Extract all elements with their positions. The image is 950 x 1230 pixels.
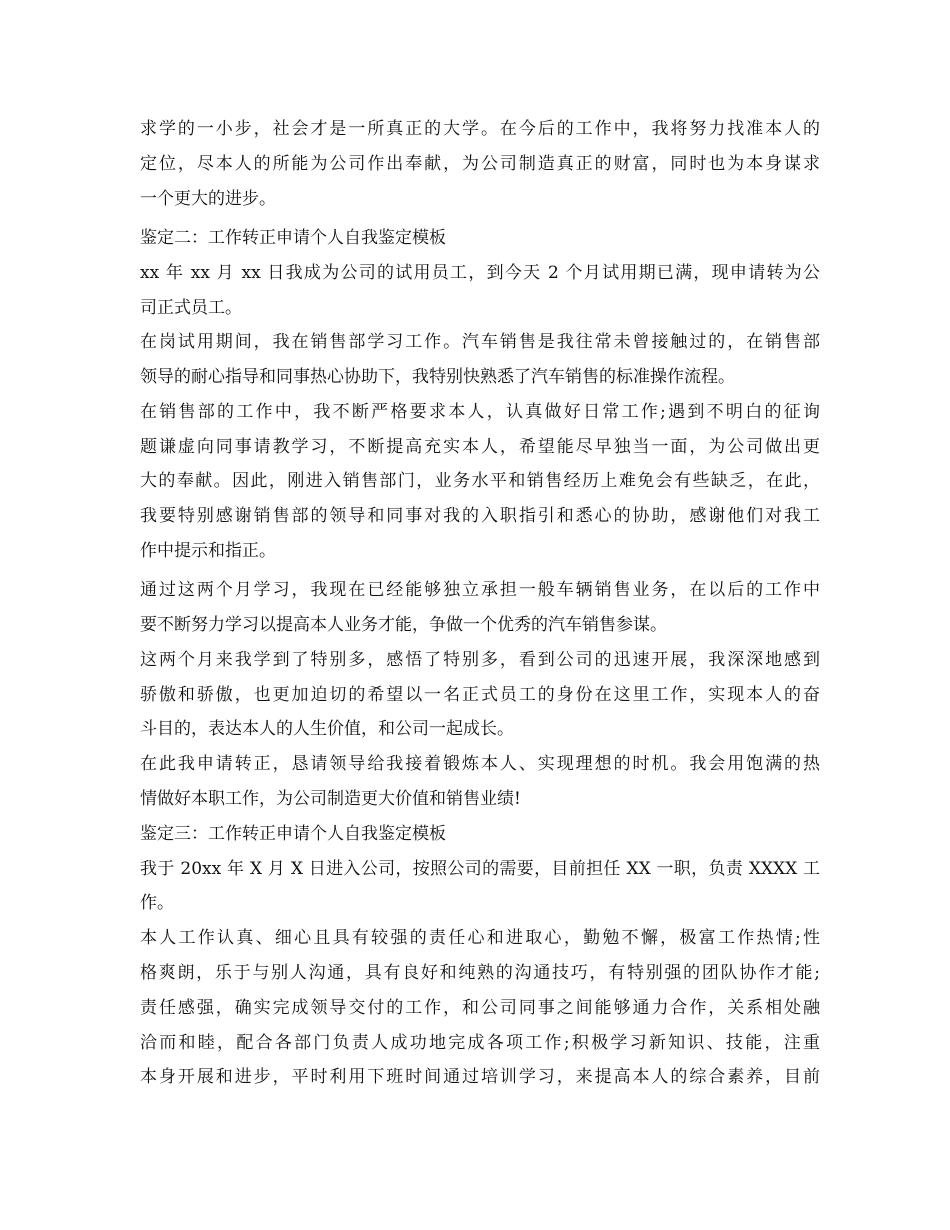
- text-line: 格爽朗，乐于与别人沟通，具有良好和纯熟的沟通技巧，有特别强的团队协作才能;: [140, 963, 820, 983]
- text-line: 通过这两个月学习，我现在已经能够独立承担一般车辆销售业务，在以后的工作中: [140, 580, 820, 600]
- text-line: 本身开展和进步，平时利用下班时间通过培训学习，来提高本人的综合素养，目前: [140, 1067, 820, 1087]
- text-line: 我于 20xx 年 X 月 X 日进入公司，按照公司的需要，目前担任 XX 一职，负责 XXXX 工: [140, 859, 820, 879]
- text-line: 作。: [140, 893, 174, 913]
- text-line: xx 年 xx 月 xx 日我成为公司的试用员工，到今天 2 个月试用期已满，现申请转为公: [140, 263, 820, 283]
- text-line: 本人工作认真、细心且具有较强的责任心和进取心，勤勉不懈，极富工作热情;性: [140, 928, 820, 948]
- text-line: 在销售部的工作中，我不断严格要求本人，认真做好日常工作;遇到不明白的征询: [140, 402, 820, 422]
- text-line: 定位，尽本人的所能为公司作出奉献，为公司制造真正的财富，同时也为本身谋求: [140, 154, 820, 174]
- text-line: 情做好本职工作，为公司制造更大价值和销售业绩!: [140, 789, 521, 809]
- text-line: 斗目的，表达本人的人生价值，和公司一起成长。: [140, 719, 514, 739]
- section-heading: 鉴定二：工作转正申请个人自我鉴定模板: [140, 228, 446, 248]
- text-line: 在此我申请转正，恳请领导给我接着锻炼本人、实现理想的时机。我会用饱满的热: [140, 754, 820, 774]
- text-line: 在岗试用期间，我在销售部学习工作。汽车销售是我往常未曾接触过的，在销售部: [140, 332, 820, 352]
- text-line: 洽而和睦，配合各部门负责人成功地完成各项工作;积极学习新知识、技能，注重: [140, 1033, 820, 1053]
- text-line: 一个更大的进步。: [140, 189, 276, 209]
- text-line: 领导的耐心指导和同事热心协助下，我特别快熟悉了汽车销售的标准操作流程。: [140, 367, 735, 387]
- text-line: 要不断努力学习以提高本人业务才能，争做一个优秀的汽车销售参谋。: [140, 615, 667, 635]
- text-line: 骄傲和骄傲，也更加迫切的希望以一名正式员工的身份在这里工作，实现本人的奋: [140, 685, 820, 705]
- text-line: 题谦虚向同事请教学习，不断提高充实本人，希望能尽早独当一面，为公司做出更: [140, 437, 820, 457]
- text-line: 司正式员工。: [140, 298, 242, 318]
- text-line: 我要特别感谢销售部的领导和同事对我的入职指引和悉心的协助，感谢他们对我工: [140, 506, 820, 526]
- text-line: 大的奉献。因此，刚进入销售部门，业务水平和销售经历上难免会有些缺乏，在此，: [140, 471, 820, 491]
- text-line: 这两个月来我学到了特别多，感悟了特别多，看到公司的迅速开展，我深深地感到: [140, 650, 820, 670]
- text-line: 责任感强，确实完成领导交付的工作，和公司同事之间能够通力合作，关系相处融: [140, 998, 820, 1018]
- text-line: 作中提示和指正。: [140, 541, 276, 561]
- text-line: 求学的一小步，社会才是一所真正的大学。在今后的工作中，我将努力找准本人的: [140, 119, 820, 139]
- section-heading: 鉴定三：工作转正申请个人自我鉴定模板: [140, 824, 446, 844]
